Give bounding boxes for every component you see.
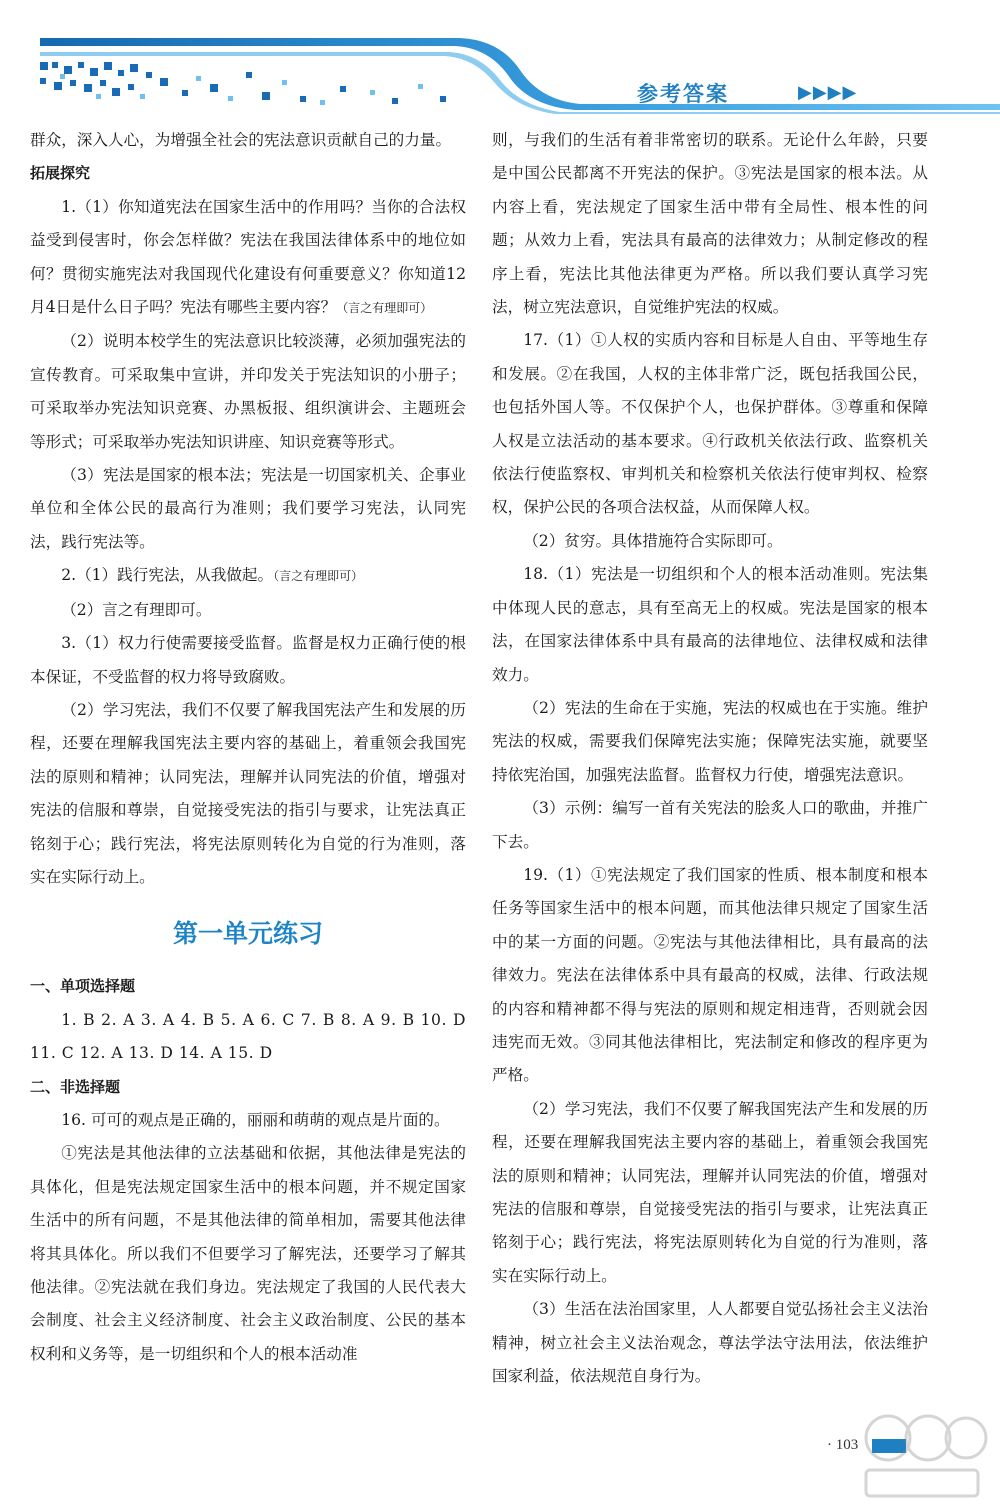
section-heading-non-choice: 二、非选择题 bbox=[30, 1077, 121, 1096]
page-number: · 103 bbox=[827, 1437, 859, 1453]
answer-2-1-text: 2.（1）践行宪法，从我做起。 bbox=[61, 566, 274, 585]
unit-title: 第一单元练习 bbox=[172, 919, 323, 949]
left-column bbox=[30, 124, 466, 1371]
section-heading-single-choice: 一、单项选择题 bbox=[30, 977, 136, 996]
paragraph: 群众，深入人心，为增强全社会的宪法意识贡献自己的力量。 bbox=[30, 131, 452, 149]
answer-19-3: （3）生活在法治国家里，人人都要自觉弘扬社会主义法治精神，树立社会主义法治观念，尊法学法守法用法，依法维护国家利益，依法规范自身行为。 bbox=[492, 1300, 928, 1386]
answer-2-2: （2）言之有理即可。 bbox=[61, 600, 212, 619]
answer-3-1: 3.（1）权力行使需要接受监督。监督是权力正确行使的根本保证，不受监督的权力将导致腐败。 bbox=[30, 634, 466, 686]
section-header-title: 参考答案 bbox=[637, 82, 729, 106]
paragraph-continued: 则，与我们的生活有着非常密切的联系。无论什么年龄，只要是中国公民都离不开宪法的保护。③宪法是国家的根本法。从内容上看，宪法规定了国家生活中带有全局性、根本性的问题；从效力上看，宪法具有最高的法律效力；从制定修改的程序上看，宪法比其他法律更为严格。所以我们要认真学习宪法，树立宪法意识，自觉维护宪法的权威。 bbox=[492, 131, 928, 317]
answer-1-2: （2）说明本校学生的宪法意识比较淡薄，必须加强宪法的宣传教育。可采取集中宣讲，并印发关于宪法知识的小册子；可采取举办宪法知识竞赛、办黑板报、组织演讲会、主题班会等形式；可采取举办宪法知识讲座、知识竞赛等形式。 bbox=[30, 332, 466, 451]
answer-18-2: （2）宪法的生命在于实施，宪法的权威也在于实施。维护宪法的权威，需要我们保障宪法实施；保障宪法实施，就要坚持依宪治国，加强宪法监督。监督权力行使，增强宪法意识。 bbox=[492, 698, 928, 784]
answer-2-1-note: （言之有理即可） bbox=[273, 569, 364, 584]
answer-16-2: ①宪法是其他法律的立法基础和依据，其他法律是宪法的具体化，但是宪法规定国家生活中的根本问题，并不规定国家生活中的所有问题，不是其他法律的简单相加，需要其他法律将其具体化。所以我们不但要学习了解宪法，还要学习了解其他法律。②宪法就在我们身边。宪法规定了我国的人民代表大会制度、社会主义经济制度、社会主义政治制度、公民的基本权利和义务等，是一切组织和个人的根本活动准 bbox=[30, 1144, 466, 1363]
page-header bbox=[0, 0, 1000, 118]
section-heading-extension: 拓展探究 bbox=[30, 164, 91, 183]
header-arrow-icons: ▶▶▶▶ bbox=[798, 82, 858, 103]
answer-18-3: （3）示例：编写一首有关宪法的脍炙人口的歌曲，并推广下去。 bbox=[492, 799, 928, 851]
answer-3-2: （2）学习宪法，我们不仅要了解我国宪法产生和发展的历程，还要在理解我国宪法主要内容的基础上，着重领会我国宪法的原则和精神；认同宪法，理解并认同宪法的价值，增强对宪法的信服和尊崇，自觉接受宪法的指引与要求，让宪法真正铭刻于心；践行宪法，将宪法原则转化为自觉的行为准则，落实在实际行动上。 bbox=[30, 700, 466, 886]
answer-17-2: （2）贫穷。具体措施符合实际即可。 bbox=[523, 531, 783, 550]
watermark-logo bbox=[858, 1408, 988, 1503]
answer-18-1: 18.（1）宪法是一切组织和个人的根本活动准则。宪法集中体现人民的意志，具有至高无上的权威。宪法是国家的根本法，在国家法律体系中具有最高的法律地位、法律权威和法律效力。 bbox=[492, 565, 928, 684]
answer-1-1-note: （言之有理即可） bbox=[336, 301, 433, 316]
right-column bbox=[492, 124, 928, 1393]
answer-1-3: （3）宪法是国家的根本法；宪法是一切国家机关、企事业单位和全体公民的最高行为准则；我们要学习宪法，认同宪法，践行宪法等。 bbox=[30, 466, 466, 551]
answer-16-1: 16. 可可的观点是正确的，丽丽和萌萌的观点是片面的。 bbox=[61, 1110, 450, 1129]
answer-19-1: 19.（1）①宪法规定了我们国家的性质、根本制度和根本任务等国家生活中的根本问题，而其他法律只规定了国家生活中的某一方面的问题。②宪法与其他法律相比，具有最高的法律效力。宪法在法律体系中具有最高的权威，法律、行政法规的内容和精神都不得与宪法的原则和规定相违背，否则就会因违宪而无效。③同其他法律相比，宪法制定和修改的程序更为严格。 bbox=[492, 865, 928, 1085]
choice-answers: 1. B 2. A 3. A 4. B 5. A 6. C 7. B 8. A 9. B 10. D 11. C 12. A 13. D 14. A 15. D bbox=[30, 1010, 466, 1063]
answer-17-1: 17.（1）①人权的实质内容和目标是人自由、平等地生存和发展。②在我国，人权的主体非常广泛，既包括我国公民，也包括外国人等。不仅保护个人，也保护群体。③尊重和保障人权是立法活动的基本要求。④行政机关依法行政、监察机关依法行使监察权、审判机关和检察机关依法行使审判权、检察权，保护公民的各项合法权益，从而保障人权。 bbox=[492, 331, 928, 517]
answer-1-1-text: 1.（1）你知道宪法在国家生活中的作用吗？当你的合法权益受到侵害时，你会怎样做？宪法在我国法律体系中的地位如何？贯彻实施宪法对我国现代化建设有何重要意义？你知道12月4日是什么日子吗？宪法有哪些主要内容？ bbox=[30, 197, 466, 317]
answer-2-1 bbox=[30, 559, 466, 593]
answer-1-1 bbox=[30, 191, 466, 326]
answer-19-2: （2）学习宪法，我们不仅要了解我国宪法产生和发展的历程，还要在理解我国宪法主要内容的基础上，着重领会我国宪法的原则和精神；认同宪法，理解并认同宪法的价值，增强对宪法的信服和尊崇，自觉接受宪法的指引与要求，让宪法真正铭刻于心；践行宪法，将宪法原则转化为自觉的行为准则，落实在实际行动上。 bbox=[492, 1099, 928, 1285]
